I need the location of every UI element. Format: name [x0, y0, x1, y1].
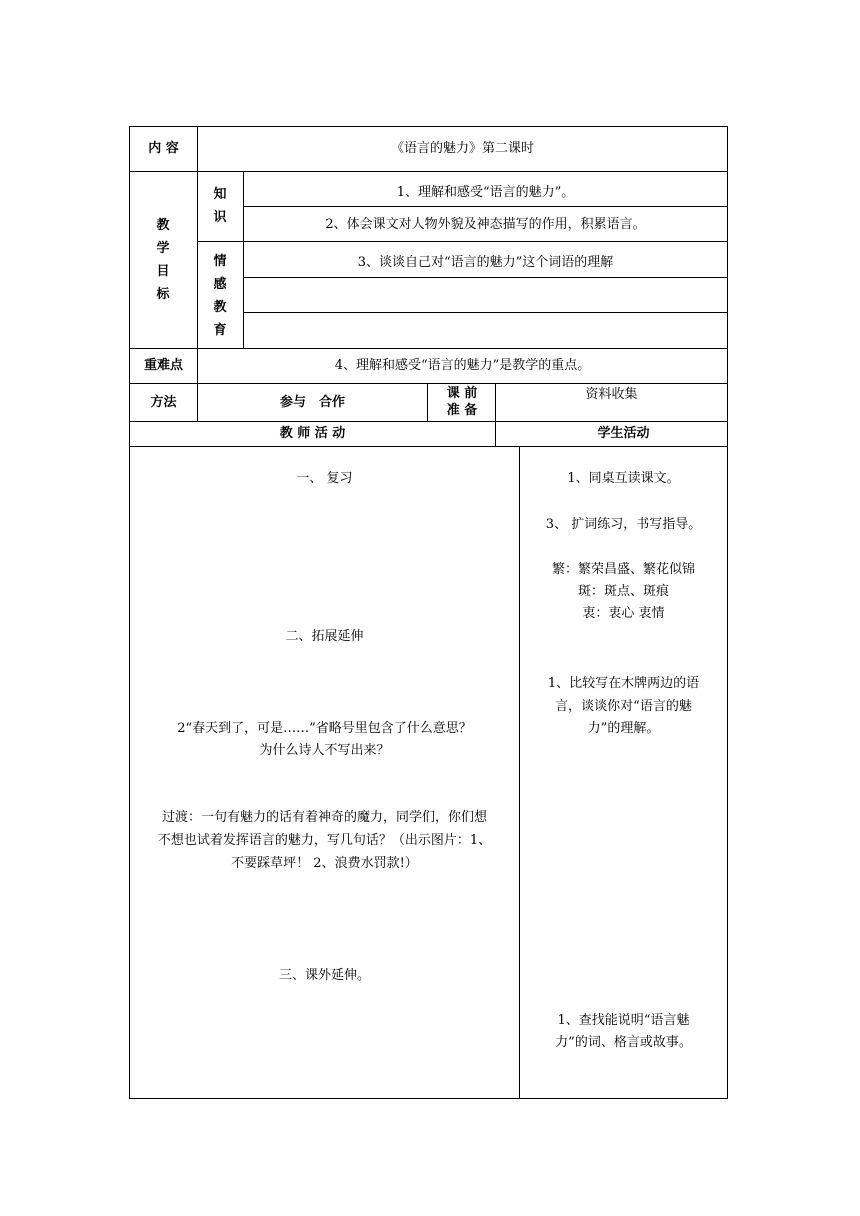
rule — [519, 446, 520, 1098]
student-item: 3、 扩词练习，书写指导。 — [545, 517, 702, 532]
goal-2: 2、体会课文对人物外貌及神态描写的作用，积累语言。 — [325, 217, 646, 232]
compare-line: 1、比较写在木牌两边的语 — [547, 676, 700, 691]
rule — [129, 348, 728, 349]
transition-line: 过渡：一句有魅力的话有着神奇的魔力，同学们，你们想 — [161, 810, 487, 825]
prep-label: 课 前 准 备 — [446, 386, 478, 418]
word-list-line: 衷：衷心 衷情 — [582, 606, 665, 621]
word-list-line: 斑：斑点、斑痕 — [577, 584, 669, 599]
compare-line: 力”的理解。 — [587, 721, 660, 736]
goals-label: 教学目标 — [156, 218, 170, 302]
question-line: 为什么诗人不写出来？ — [259, 743, 390, 758]
content-label: 内 容 — [148, 141, 179, 156]
rule — [129, 171, 728, 172]
student-item: 1、同桌互读课文。 — [567, 471, 680, 486]
section-review: 一、 复习 — [296, 471, 353, 486]
rule — [129, 421, 728, 422]
rule — [129, 446, 728, 447]
method-value: 参与 合作 — [279, 395, 345, 410]
compare-line: 言，谈谈你对“语言的魅 — [555, 699, 692, 714]
search-line: 1、查找能说明“语言魅 — [557, 1013, 690, 1028]
section-extension: 二、拓展延伸 — [285, 629, 364, 644]
student-column-header: 学生活动 — [597, 426, 650, 441]
teacher-column-header: 教 师 活 动 — [279, 426, 346, 441]
rule — [129, 1098, 728, 1099]
section-outside: 三、课外延伸。 — [278, 968, 370, 983]
word-list-line: 繁：繁荣昌盛、繁花似锦 — [551, 562, 695, 577]
rule — [243, 312, 728, 313]
key-label: 重难点 — [143, 358, 183, 373]
goal-1: 1、理解和感受“语言的魅力”。 — [396, 185, 575, 200]
rule — [197, 241, 728, 242]
search-line: 力”的词、格言或故事。 — [555, 1035, 692, 1050]
key-point: 4、理解和感受“语言的魅力”是教学的重点。 — [334, 358, 591, 373]
emotion-label: 情感教育 — [213, 254, 227, 338]
transition-line: 不想也试着发挥语言的魅力，写几句话？（出示图片：1、 — [157, 833, 492, 848]
transition-line: 不要踩草坪！ 2、浪费水罚款!） — [231, 856, 418, 871]
rule — [427, 383, 428, 421]
goal-3: 3、谈谈自己对“语言的魅力”这个词语的理解 — [357, 255, 614, 270]
knowledge-label: 知识 — [213, 187, 227, 225]
rule — [243, 277, 728, 278]
rule — [727, 126, 728, 1099]
question-line: 2“春天到了，可是……”省略号里包含了什么意思？ — [177, 721, 472, 736]
rule — [243, 206, 728, 207]
prep-value: 资料收集 — [585, 387, 638, 402]
rule — [129, 126, 130, 1099]
rule — [129, 126, 728, 127]
method-label: 方法 — [150, 395, 177, 410]
lesson-title: 《语言的魅力》第二课时 — [390, 141, 534, 156]
